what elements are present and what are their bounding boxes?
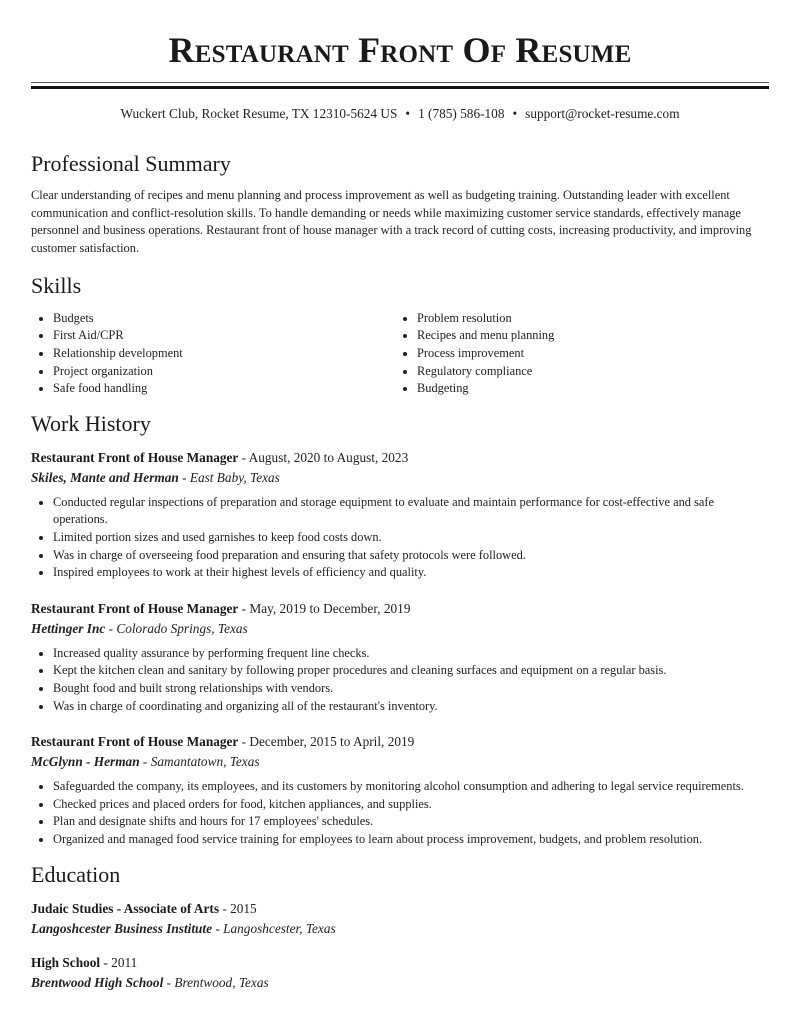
skills-list: [31, 310, 769, 398]
skill-item: Budgets: [31, 310, 395, 328]
company-line: Hettinger Inc - Colorado Springs, Texas: [31, 620, 248, 636]
job-bullet: Safeguarded the company, its employees, and its customers by monitoring alcohol consumption and adhering to legal service requirements.: [31, 778, 769, 796]
job-bullet: Conducted regular inspections of preparation and storage equipment to evaluate and maintain performance for cost-effective and safe operations.: [31, 494, 769, 529]
job-bullets: [31, 645, 769, 715]
education-entry: [31, 899, 769, 938]
company-location: Samantatown, Texas: [150, 754, 260, 770]
job-bullet: Bought food and built strong relationships with vendors.: [31, 680, 769, 698]
school-location: Brentwood, Texas: [174, 974, 269, 990]
company-name: McGlynn - Herman: [31, 754, 140, 770]
job-bullet: Was in charge of overseeing food preparation and ensuring that safety protocols were followed.: [31, 547, 769, 565]
section-heading-summary: Professional Summary: [31, 151, 231, 176]
school-name: Brentwood High School: [31, 974, 164, 990]
contact-email: support@rocket-resume.com: [525, 106, 680, 121]
contact-phone: 1 (785) 586-108: [418, 106, 505, 121]
summary-text: Clear understanding of recipes and menu planning and process improvement as well as budgeting training. Outstanding leader with excellent communication and conflict-resolution skills. To handle demanding or needs while maximizing customer service standards, effectively manage personnel and business operations. Restaurant front of house manager with a track record of cutting costs, increasing productivity, and improving customer satisfaction.: [31, 188, 752, 256]
section-heading-education: Education: [31, 861, 121, 887]
company-name: Hettinger Inc: [31, 620, 106, 636]
company-location: East Baby, Texas: [189, 469, 280, 485]
degree: High School: [31, 954, 101, 970]
job-bullet: Inspired employees to work at their highest levels of efficiency and quality.: [31, 564, 769, 582]
skill-item: Safe food handling: [31, 380, 395, 398]
separator-dot: •: [405, 106, 411, 121]
job-dates: December, 2015 to April, 2019: [249, 734, 415, 750]
job-bullet: Organized and managed food service training for employees to learn about process improvement, budgets, and problem resolution.: [31, 831, 769, 849]
job-dates: May, 2019 to December, 2019: [249, 600, 411, 616]
job-bullet: Kept the kitchen clean and sanitary by following proper procedures and cleaning surfaces and equipment on a regular basis.: [31, 662, 769, 680]
contact-line: [31, 105, 769, 123]
skills-column-left: [31, 310, 395, 398]
header-rule-thin: [31, 82, 769, 83]
job-bullet: Was in charge of coordinating and organizing all of the restaurant's inventory.: [31, 698, 769, 716]
degree-line: High School - 2011: [31, 954, 138, 970]
company-name: Skiles, Mante and Herman: [31, 469, 179, 485]
job-bullet: Checked prices and placed orders for food, kitchen appliances, and supplies.: [31, 796, 769, 814]
job-entry: [31, 599, 769, 715]
header-rule-thick: [31, 86, 769, 89]
job-title: Restaurant Front of House Manager: [31, 449, 239, 465]
skill-item: First Aid/CPR: [31, 327, 395, 345]
skill-item: Project organization: [31, 363, 395, 381]
job-dates: August, 2020 to August, 2023: [248, 449, 409, 465]
job-bullet: Limited portion sizes and used garnishes to keep food costs down.: [31, 529, 769, 547]
section-heading-work-history: Work History: [31, 410, 151, 436]
school-name: Langoshcester Business Institute: [31, 920, 213, 936]
skill-item: Recipes and menu planning: [395, 327, 759, 345]
skill-item: Budgeting: [395, 380, 759, 398]
degree-year: 2015: [230, 900, 257, 916]
company-location: Colorado Springs, Texas: [116, 620, 248, 636]
school-location: Langoshcester, Texas: [223, 920, 336, 936]
school-line: Langoshcester Business Institute - Langoshcester, Texas: [31, 920, 336, 936]
education-entry: [31, 953, 769, 992]
job-bullet: Plan and designate shifts and hours for 17 employees' schedules.: [31, 813, 769, 831]
job-entry: [31, 732, 769, 848]
skill-item: Relationship development: [31, 345, 395, 363]
company-line: Skiles, Mante and Herman - East Baby, Texas: [31, 469, 280, 485]
resume-title: Restaurant Front Of Resume: [168, 30, 632, 70]
separator-dot: •: [512, 106, 518, 121]
job-bullet: Increased quality assurance by performing frequent line checks.: [31, 645, 769, 663]
contact-address: Wuckert Club, Rocket Resume, TX 12310-5624 US: [120, 106, 398, 121]
degree: Judaic Studies - Associate of Arts: [31, 900, 220, 916]
job-title: Restaurant Front of House Manager: [31, 734, 239, 750]
job-bullets: [31, 494, 769, 582]
skill-item: Process improvement: [395, 345, 759, 363]
job-title-line: Restaurant Front of House Manager - August, 2020 to August, 2023: [31, 449, 409, 465]
company-line: McGlynn - Herman - Samantatown, Texas: [31, 754, 260, 770]
skills-column-right: [395, 310, 759, 398]
section-heading-skills: Skills: [31, 272, 82, 298]
job-entry: [31, 448, 769, 582]
job-bullets: [31, 778, 769, 848]
school-line: Brentwood High School - Brentwood, Texas: [31, 974, 269, 990]
skill-item: Regulatory compliance: [395, 363, 759, 381]
degree-year: 2011: [111, 954, 138, 970]
job-title-line: Restaurant Front of House Manager - December, 2015 to April, 2019: [31, 734, 415, 750]
skill-item: Problem resolution: [395, 310, 759, 328]
degree-line: Judaic Studies - Associate of Arts - 2015: [31, 900, 257, 916]
job-title-line: Restaurant Front of House Manager - May, 2019 to December, 2019: [31, 600, 411, 616]
job-title: Restaurant Front of House Manager: [31, 600, 239, 616]
